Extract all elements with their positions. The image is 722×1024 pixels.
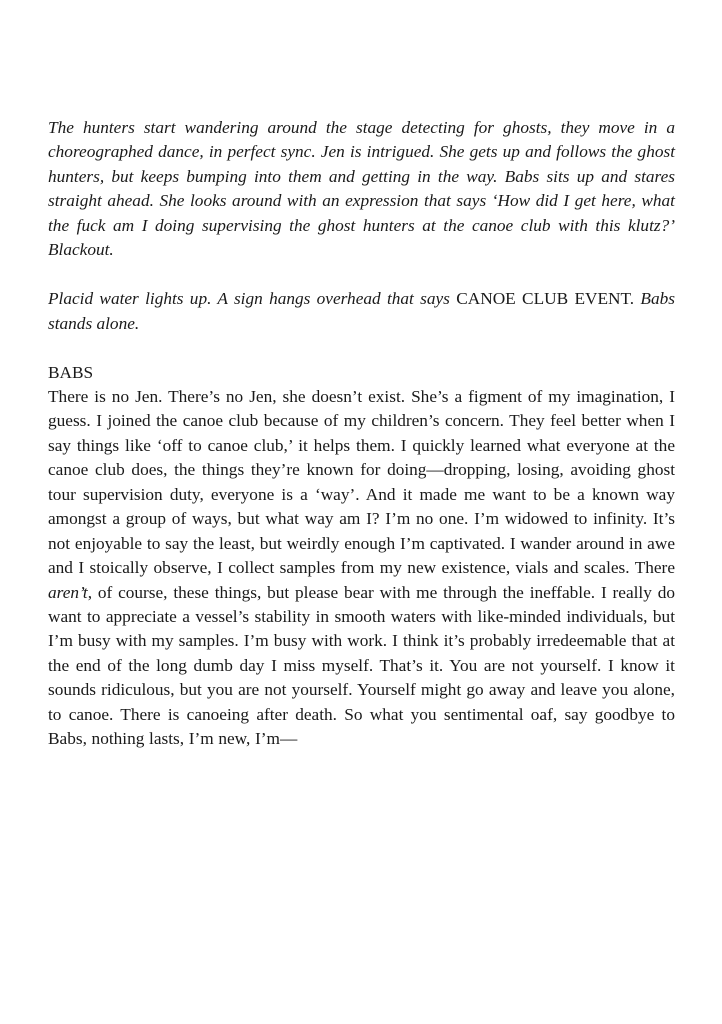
stage-direction-2-tail: Babs stands alone. (48, 289, 675, 333)
stage-direction-1: The hunters start wandering around the stage detecting for ghosts, they move in a choreographed dance, in perfect sync. Jen is intrigued. She gets up and follows the ghost hunters, but keeps bumping into them and getting in the way. Babs sits up and stares straight ahead. She looks around with an expression that says ‘How did I get here, what the fuck am I doing supervising the ghost hunters at the canoe club with this klutz?’ Blackout. (48, 118, 675, 260)
monologue-part-2: , of course, these things, but please bear with me through the ineffable. I really do want to appreciate a vessel’s stability in smooth waters with like-minded individuals, but I’m busy with my samples. I’m busy with work. I think it’s probably irredeemable that at the end of the long dumb day I miss myself. That’s it. You are not yourself. I know it sounds ridiculous, but you are not yourself. Yourself might go away and leave you alone, to canoe. There is canoeing after death. So what you sentimental oaf, say goodbye to Babs, nothing lasts, I’m new, I’m— (48, 582, 675, 749)
monologue-italic-word: aren’t (48, 582, 88, 602)
sign-text: CANOE CLUB EVENT. (456, 289, 635, 309)
character-name: BABS (48, 362, 94, 382)
monologue (48, 385, 675, 752)
stage-direction-2-lead: Placid water lights up. A sign hangs overhead that says (48, 289, 457, 309)
monologue-part-1: There is no Jen. There’s no Jen, she doesn’t exist. She’s a figment of my imagination, I guess. I joined the canoe club because of my children’s concern. They feel better when I say things like ‘off to canoe club,’ it helps them. I quickly learned what everyone at the canoe club does, the things they’re known for doing—dropping, losing, avoiding ghost tour supervision duty, everyone is a ‘way’. And it made me want to be a known way amongst a group of ways, but what way am I? I’m no one. I’m widowed to infinity. It’s not enjoyable to say the least, but weirdly enough I’m captivated. I wander around in awe and I stoically observe, I collect samples from my new existence, vials and scales. There (48, 386, 675, 578)
stage-direction-2 (48, 287, 675, 336)
